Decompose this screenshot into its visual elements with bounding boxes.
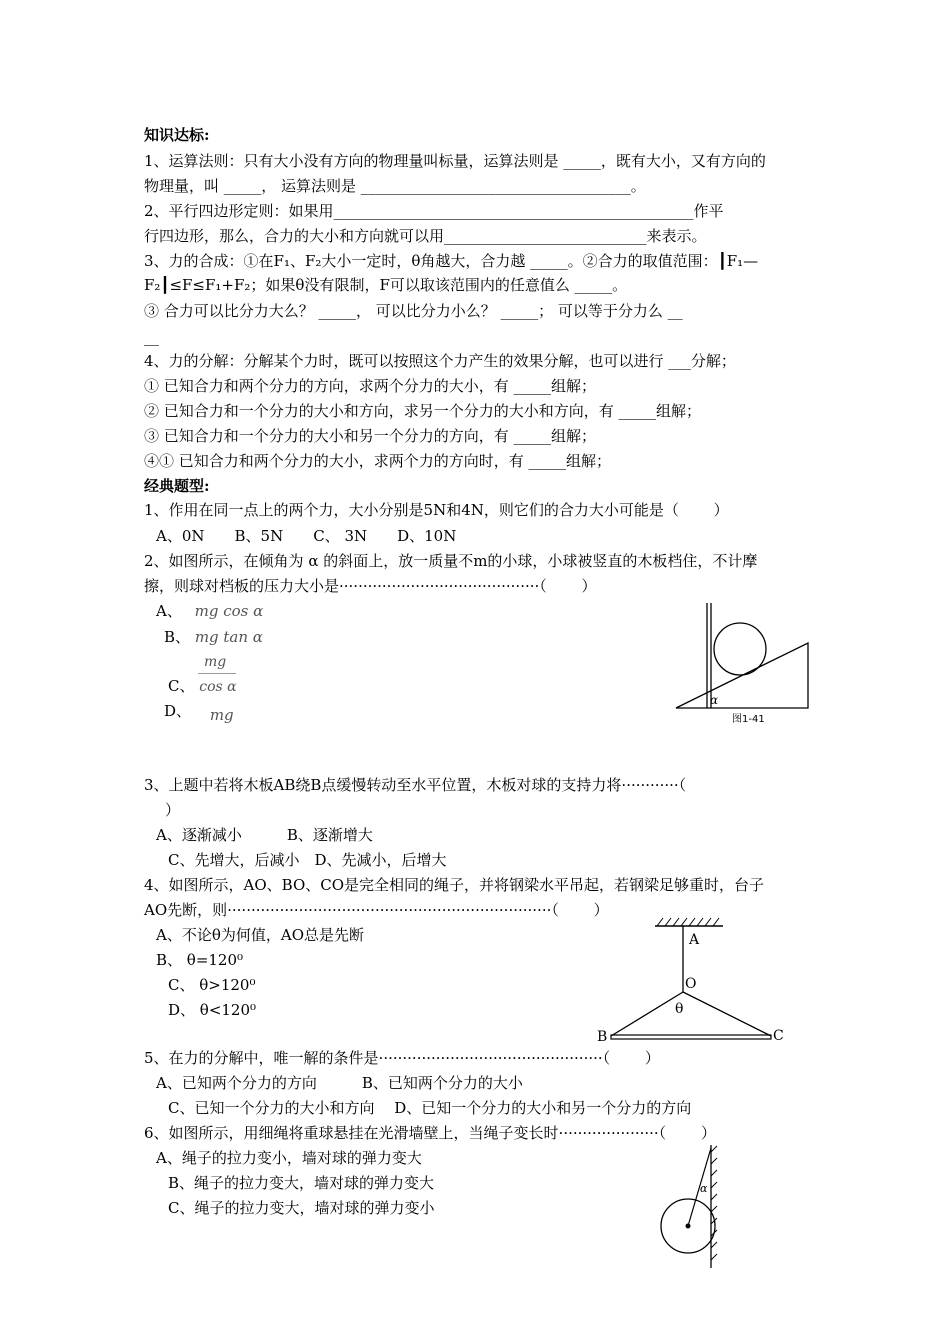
question-3-stem: ）: [150, 801, 181, 819]
question-2-stem: 擦，则球对档板的压力大小是··········································（ ）: [144, 577, 597, 595]
question-5-options: A、已知两个分力的方向 B、已知两个分力的大小: [156, 1074, 523, 1092]
rope-co: [683, 992, 771, 1036]
text-line: 物理量，叫 _____， 运算法则是 ____________________________________。: [144, 177, 646, 195]
ball: [714, 623, 766, 675]
label-b: B: [597, 1029, 608, 1045]
question-6-stem: 6、如图所示，用细绳将重球悬挂在光滑墙壁上，当绳子变长时·····················（ ）: [144, 1124, 716, 1142]
text-line: ③ 合力可以比分力大么？ _____， 可以比分力小么？ _____； 可以等于分力么 __: [144, 302, 683, 320]
option-formula: mg cos α: [194, 602, 264, 620]
question-2-option-c: [168, 676, 237, 697]
text-line: ④① 已知合力和两个分力的大小，求两个力的方向时，有 _____组解；: [144, 452, 612, 470]
option-label: D、: [164, 702, 192, 720]
question-4-option-d: D、 θ<120⁰: [168, 1001, 257, 1019]
question-2-stem: 2、如图所示，在倾角为 α 的斜面上，放一质量不m的小球，小球被竖直的木板档住，不计摩: [144, 552, 758, 570]
figure-caption: 图1-41: [732, 714, 765, 725]
steel-beam: [611, 1035, 771, 1039]
question-6-option-b: B、绳子的拉力变大，墙对球的弹力变大: [168, 1174, 435, 1192]
text-line: 行四边形，那么，合力的大小和方向就可以用___________________________来表示。: [144, 227, 707, 245]
section-heading-classic: 经典题型:: [144, 477, 210, 495]
question-2-option-b: [164, 627, 263, 647]
question-4-stem: 4、如图所示，AO、BO、CO是完全相同的绳子，并将钢梁水平吊起，若钢梁足够重时，台子: [144, 876, 765, 894]
rope-bo: [611, 992, 683, 1036]
ball-center: [686, 1224, 691, 1229]
question-4-stem: AO先断，则····································································（ ）: [144, 901, 609, 919]
option-c-numerator: mg: [204, 654, 227, 670]
question-4-option-c: C、 θ>120⁰: [168, 976, 256, 994]
option-label: B、: [164, 628, 191, 646]
text-line: 2、平行四边形定则：如果用________________________________________________作平: [144, 202, 724, 220]
question-1-stem: 1、作用在同一点上的两个力，大小分别是5N和4N，则它们的合力大小可能是（ ）: [144, 501, 729, 519]
option-label: A、: [156, 602, 182, 620]
label-a: A: [689, 932, 700, 948]
question-6-option-a: A、绳子的拉力变小，墙对球的弹力变大: [156, 1149, 422, 1167]
angle-alpha-label: α: [710, 693, 719, 707]
text-line: __: [144, 328, 159, 346]
option-formula: mg: [209, 706, 234, 724]
question-5-options: C、已知一个分力的大小和方向 D、已知一个分力的大小和另一个分力的方向: [168, 1099, 692, 1117]
question-1-options: A、0N B、5N C、 3N D、10N: [156, 527, 457, 545]
wall-ball-figure: [655, 1140, 735, 1275]
text-line: ③ 已知合力和一个分力的大小和另一个分力的方向，有 _____组解；: [144, 427, 597, 445]
wall-hatch: [711, 1146, 717, 1260]
text-line: 3、力的合成：①在F₁、F₂大小一定时，θ角越大，合力越 _____。②合力的取值范围：┃F₁—: [144, 252, 759, 270]
rope-beam-figure: [595, 912, 795, 1047]
ceiling-hatch: [657, 918, 719, 926]
fraction-bar: [198, 673, 236, 674]
question-4-option-b: B、 θ=120⁰: [156, 951, 244, 969]
question-2-option-d: [164, 701, 234, 724]
question-3-options: A、逐渐减小 B、逐渐增大: [156, 826, 373, 844]
text-line: F₂┃≤F≤F₁+F₂；如果θ没有限制，F可以取该范围内的任意值么 _____。: [144, 276, 628, 294]
question-4-option-a: A、不论θ为何值，AO总是先断: [156, 926, 364, 944]
option-formula: mg tan α: [194, 628, 263, 646]
question-3-stem: 3、上题中若将木板AB绕B点缓慢转动至水平位置，木板对球的支持力将············（: [144, 776, 687, 794]
question-5-stem: 5、在力的分解中，唯一解的条件是···············································（ ）: [144, 1049, 660, 1067]
question-3-options: C、先增大，后减小 D、先减小，后增大: [168, 851, 447, 869]
label-c: C: [773, 1028, 784, 1044]
question-2-option-a: [156, 601, 263, 621]
question-6-option-c: C、绳子的拉力变大，墙对球的弹力变小: [168, 1199, 435, 1217]
option-c-denominator: cos α: [199, 679, 237, 695]
section-heading-knowledge: 知识达标:: [144, 126, 210, 144]
text-line: ① 已知合力和两个分力的方向，求两个分力的大小，有 _____组解；: [144, 377, 597, 395]
text-line: ② 已知合力和一个分力的大小和方向，求另一个分力的大小和方向，有 _____组解；: [144, 402, 702, 420]
label-theta: θ: [675, 1001, 684, 1017]
incline-ball-figure: [670, 598, 815, 728]
text-line: 4、力的分解：分解某个力时，既可以按照这个力产生的效果分解，也可以进行 ___分解；: [144, 352, 736, 370]
text-line: 1、运算法则：只有大小没有方向的物理量叫标量，运算法则是 _____，既有大小，又有方向的: [144, 152, 766, 170]
angle-alpha-label: α: [700, 1182, 708, 1195]
label-o: O: [685, 976, 697, 992]
option-label: C、: [168, 677, 195, 695]
